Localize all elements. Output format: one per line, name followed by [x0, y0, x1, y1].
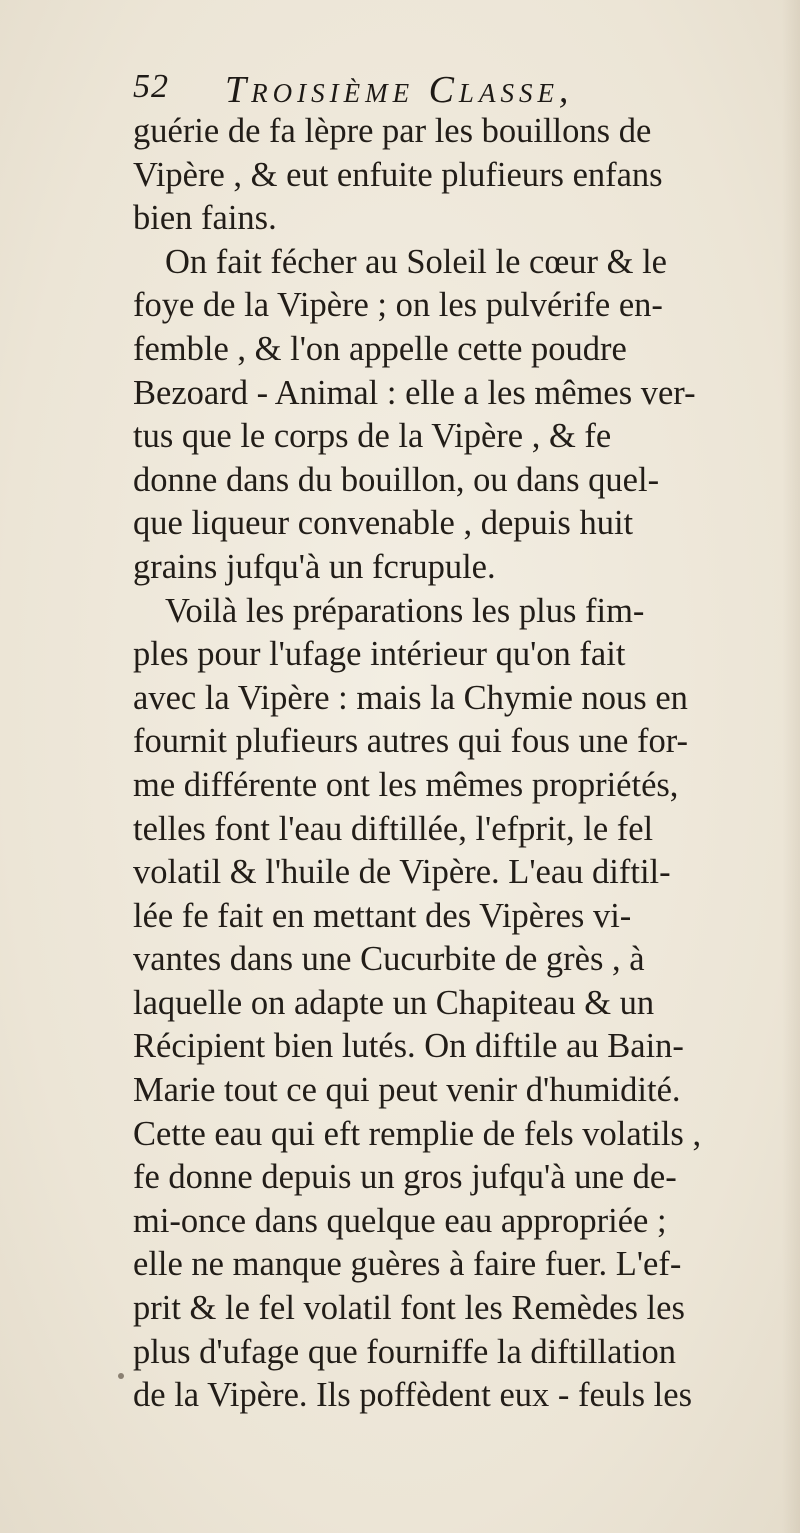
text-line: Voilà les préparations les plus fim-: [165, 591, 645, 630]
text-line: vantes dans une Cucurbite de grès , à: [133, 940, 645, 979]
text-line: de la Vipère. Ils poffèdent eux - feuls les: [133, 1376, 693, 1415]
text-line: foye de la Vipère ; on les pulvérife en-: [133, 286, 663, 325]
text-line: Vipère , & eut enfuite plufieurs enfans: [133, 155, 663, 194]
text-line: On fait fécher au Soleil le cœur & le: [165, 242, 667, 281]
text-line: elle ne manque guères à faire fuer. L'ef-: [133, 1245, 682, 1284]
text-line: tus que le corps de la Vipère , & fe: [133, 417, 612, 456]
text-line: telles font l'eau diftillée, l'efprit, le fel: [133, 809, 654, 848]
text-line: volatil & l'huile de Vipère. L'eau diftil-: [133, 853, 671, 892]
text-line: me différente ont les mêmes propriétés,: [133, 765, 679, 804]
ink-speck: [118, 1373, 124, 1379]
text-line: Cette eau qui eft remplie de fels volatils ,: [133, 1114, 702, 1153]
body-text: [133, 110, 743, 1418]
text-line: lée fe fait en mettant des Vipères vi-: [133, 896, 632, 935]
text-line: plus d'ufage que fourniffe la diftillation: [133, 1332, 677, 1371]
text-line: donne dans du bouillon, ou dans quel-: [133, 460, 660, 499]
text-line: que liqueur convenable , depuis huit: [133, 504, 634, 543]
text-line: avec la Vipère : mais la Chymie nous en: [133, 678, 688, 717]
page-number: 52: [133, 68, 169, 105]
text-line: Bezoard - Animal : elle a les mêmes ver-: [133, 373, 696, 412]
text-line: Marie tout ce qui peut venir d'humidité.: [133, 1071, 681, 1110]
text-line: grains jufqu'à un fcrupule.: [133, 547, 496, 586]
text-line: bien fains.: [133, 199, 277, 238]
text-line: Récipient bien lutés. On diftile au Bain-: [133, 1027, 684, 1066]
text-line: fournit plufieurs autres qui fous une for-: [133, 722, 688, 761]
running-title: Troisième Classe,: [225, 69, 574, 111]
text-line: mi-once dans quelque eau appropriée ;: [133, 1201, 667, 1240]
text-line: guérie de fa lèpre par les bouillons de: [133, 112, 652, 150]
text-line: fe donne depuis un gros jufqu'à une de-: [133, 1158, 677, 1197]
text-line: femble , & l'on appelle cette poudre: [133, 329, 627, 368]
text-line: ples pour l'ufage intérieur qu'on fait: [133, 635, 626, 674]
page-edge-shadow: [782, 0, 800, 1533]
text-line: prit & le fel volatil font les Remèdes les: [133, 1289, 685, 1328]
text-line: laquelle on adapte un Chapiteau & un: [133, 983, 655, 1022]
